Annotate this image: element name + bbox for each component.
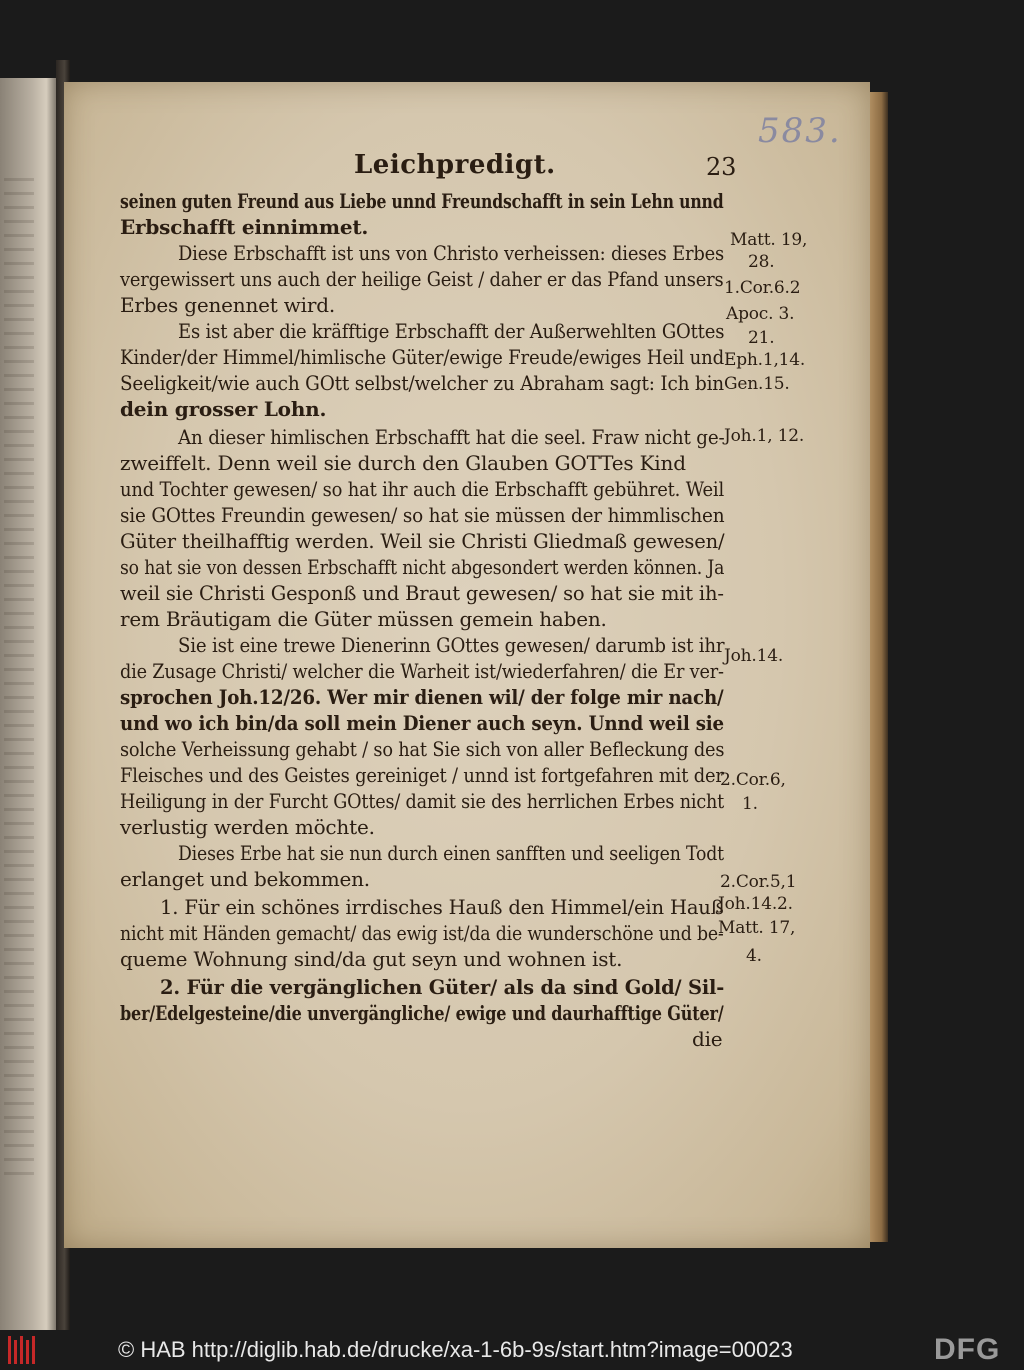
body-line: erlanget und bekommen.	[120, 867, 370, 891]
body-line: Dieses Erbe hat sie nun durch einen sanfften und seeligen Todt	[178, 841, 724, 865]
scanned-page	[64, 82, 870, 1248]
body-line: sprochen Joh.12/26. Wer mir dienen wil/ der folge mir nach/	[120, 685, 724, 709]
margin-note: Joh.14.	[724, 646, 784, 666]
dfg-logo: DFG	[934, 1333, 1001, 1366]
margin-note: 28.	[748, 252, 775, 272]
body-line: Fleisches und des Geistes gereiniget / unnd ist fortgefahren mit der	[120, 763, 724, 787]
body-line: so hat sie von dessen Erbschafft nicht abgesondert werden können. Ja	[120, 555, 725, 579]
body-line: dein grosser Lohn.	[120, 397, 327, 421]
body-line: seinen guten Freund aus Liebe unnd Freundschafft in sein Lehn unnd	[120, 189, 724, 213]
body-line: Sie ist eine trewe Dienerinn GOttes gewesen/ darumb ist ihr	[178, 633, 725, 657]
margin-note: 1.	[742, 794, 758, 814]
left-page-bleed-text	[4, 178, 34, 1178]
hab-logo-icon	[6, 1336, 40, 1364]
margin-note: 4.	[746, 946, 762, 966]
body-line: ber/Edelgesteine/die unvergängliche/ ewige und daurhafftige Güter/	[120, 1001, 724, 1025]
body-line: nicht mit Händen gemacht/ das ewig ist/da die wunderschöne und be-	[120, 921, 724, 945]
body-line: An dieser himlischen Erbschafft hat die seel. Fraw nicht ge-	[178, 425, 725, 449]
body-line: solche Verheissung gehabt / so hat Sie sich von aller Befleckung des	[120, 737, 725, 761]
margin-note: 2.Cor.5,1	[720, 872, 797, 892]
margin-note: Apoc. 3.	[726, 304, 795, 324]
body-line: verlustig werden möchte.	[120, 815, 375, 839]
margin-note: 2.Cor.6,	[720, 770, 786, 790]
body-line: und Tochter gewesen/ so hat ihr auch die Erbschafft gebühret. Weil	[120, 477, 725, 501]
body-line: rem Bräutigam die Güter müssen gemein haben.	[120, 607, 607, 631]
body-line: Güter theilhafftig werden. Weil sie Christi Gliedmaß gewesen/	[120, 529, 725, 553]
body-line: Heiligung in der Furcht GOttes/ damit sie des herrlichen Erbes nicht	[120, 789, 725, 813]
body-line: sie GOttes Freundin gewesen/ so hat sie müssen der himmlischen	[120, 503, 725, 527]
margin-note: 21.	[748, 328, 775, 348]
footer-bar	[0, 1330, 1024, 1370]
body-line: 2. Für die vergänglichen Güter/ als da sind Gold/ Sil-	[160, 975, 725, 999]
body-line: Kinder/der Himmel/himlische Güter/ewige Freude/ewiges Heil und	[120, 345, 724, 369]
body-line: die	[692, 1027, 723, 1051]
body-line: 1. Für ein schönes irrdisches Hauß den Himmel/ein Hauß	[160, 895, 724, 919]
body-line: Erbschafft einnimmet.	[120, 215, 369, 239]
body-line: und wo ich bin/da soll mein Diener auch seyn. Unnd weil sie	[120, 711, 724, 735]
body-line: zweiffelt. Denn weil sie durch den Glauben GOTTes Kind	[120, 451, 686, 475]
margin-note: 1.Cor.6.2	[724, 278, 801, 298]
margin-note: Joh.14.2.	[718, 894, 793, 914]
body-line: Erbes genennet wird.	[120, 293, 336, 317]
body-line: vergewissert uns auch der heilige Geist / daher er das Pfand unsers	[120, 267, 724, 291]
body-line: Seeligkeit/wie auch GOtt selbst/welcher zu Abraham sagt: Ich bin	[120, 371, 724, 395]
body-line: queme Wohnung sind/da gut seyn und wohnen ist.	[120, 947, 623, 971]
margin-note: Matt. 17,	[718, 918, 796, 938]
copyright-url[interactable]: © HAB http://diglib.hab.de/drucke/xa-1-6b-9s/start.htm?image=00023	[118, 1337, 793, 1362]
margin-note: Eph.1,14.	[724, 350, 806, 370]
folio-number: 583.	[758, 111, 842, 151]
left-page-edge	[0, 78, 58, 1348]
body-line: weil sie Christi Gesponß und Braut gewesen/ so hat sie mit ih-	[120, 581, 724, 605]
body-line: Diese Erbschafft ist uns von Christo verheissen: dieses Erbes	[178, 241, 725, 265]
body-line: die Zusage Christi/ welcher die Warheit ist/wiederfahren/ die Er ver-	[120, 659, 724, 683]
page-number: 23	[706, 153, 737, 181]
margin-note: Joh.1, 12.	[724, 426, 805, 446]
margin-note: Matt. 19,	[730, 230, 808, 250]
margin-note: Gen.15.	[724, 374, 790, 394]
body-line: Es ist aber die kräfftige Erbschafft der Außerwehlten GOttes	[178, 319, 725, 343]
page-header: Leichpredigt.	[354, 150, 556, 180]
